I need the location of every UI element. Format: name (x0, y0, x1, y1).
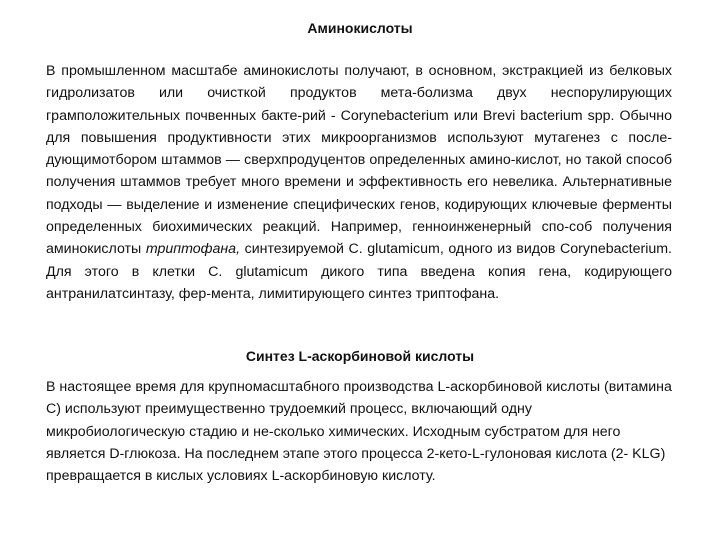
document-title: Аминокислоты (307, 20, 413, 36)
paragraph-amino-acids (46, 60, 672, 305)
paragraph-amino-acids-text-start: В промышленном масштабе аминокислоты получают, в основном, экстракцией из белковых гидролизатов или очисткой продуктов мета-болизма двух неспорулирующих грамположительных почвенных бакте-рий - Corynebacterium или Brevi bacterium spp. Обычно для повышения продуктивности этих микроорганизмов используют мутагенез с после-дующимотбором штаммов — сверхпродуцентов определенных амино-кислот, но такой способ получения штаммов требует много времени и эффективность его невелика. Альтернативные подходы — выделение и изменение специфических генов, кодирующих ключевые ферменты определенных биохимических реакций. Например, генноинженерный спо-соб получения аминокислоты (46, 63, 672, 258)
paragraph-amino-acids-text-end: синтезируемой C. glutamicum, одного из видов Corynebacterium. Для этого в клетки C. glutamicum дикого типа введена копия гена, кодирующего антранилатсинтазу, фер-мента, лимитирующего синтез триптофана. (46, 241, 672, 302)
section-subtitle: Синтез L-аскорбиновой кислоты (245, 348, 475, 364)
italic-term-tryptophan: триптофана, (145, 241, 241, 258)
paragraph-ascorbic-acid: В настоящее время для крупномасштабного производства L-аскорбиновой кислоты (витамина С) используют преимущественно трудоемкий процесс, включающий одну микробиологическую стадию и не-сколько химических. Исходным субстратом для него является D-глюкоза. На последнем этапе этого процесса 2-кето-L-гулоновая кислота (2- KLG) превращается в кислых условиях L-аскорбиновую кислоту. (46, 379, 672, 485)
